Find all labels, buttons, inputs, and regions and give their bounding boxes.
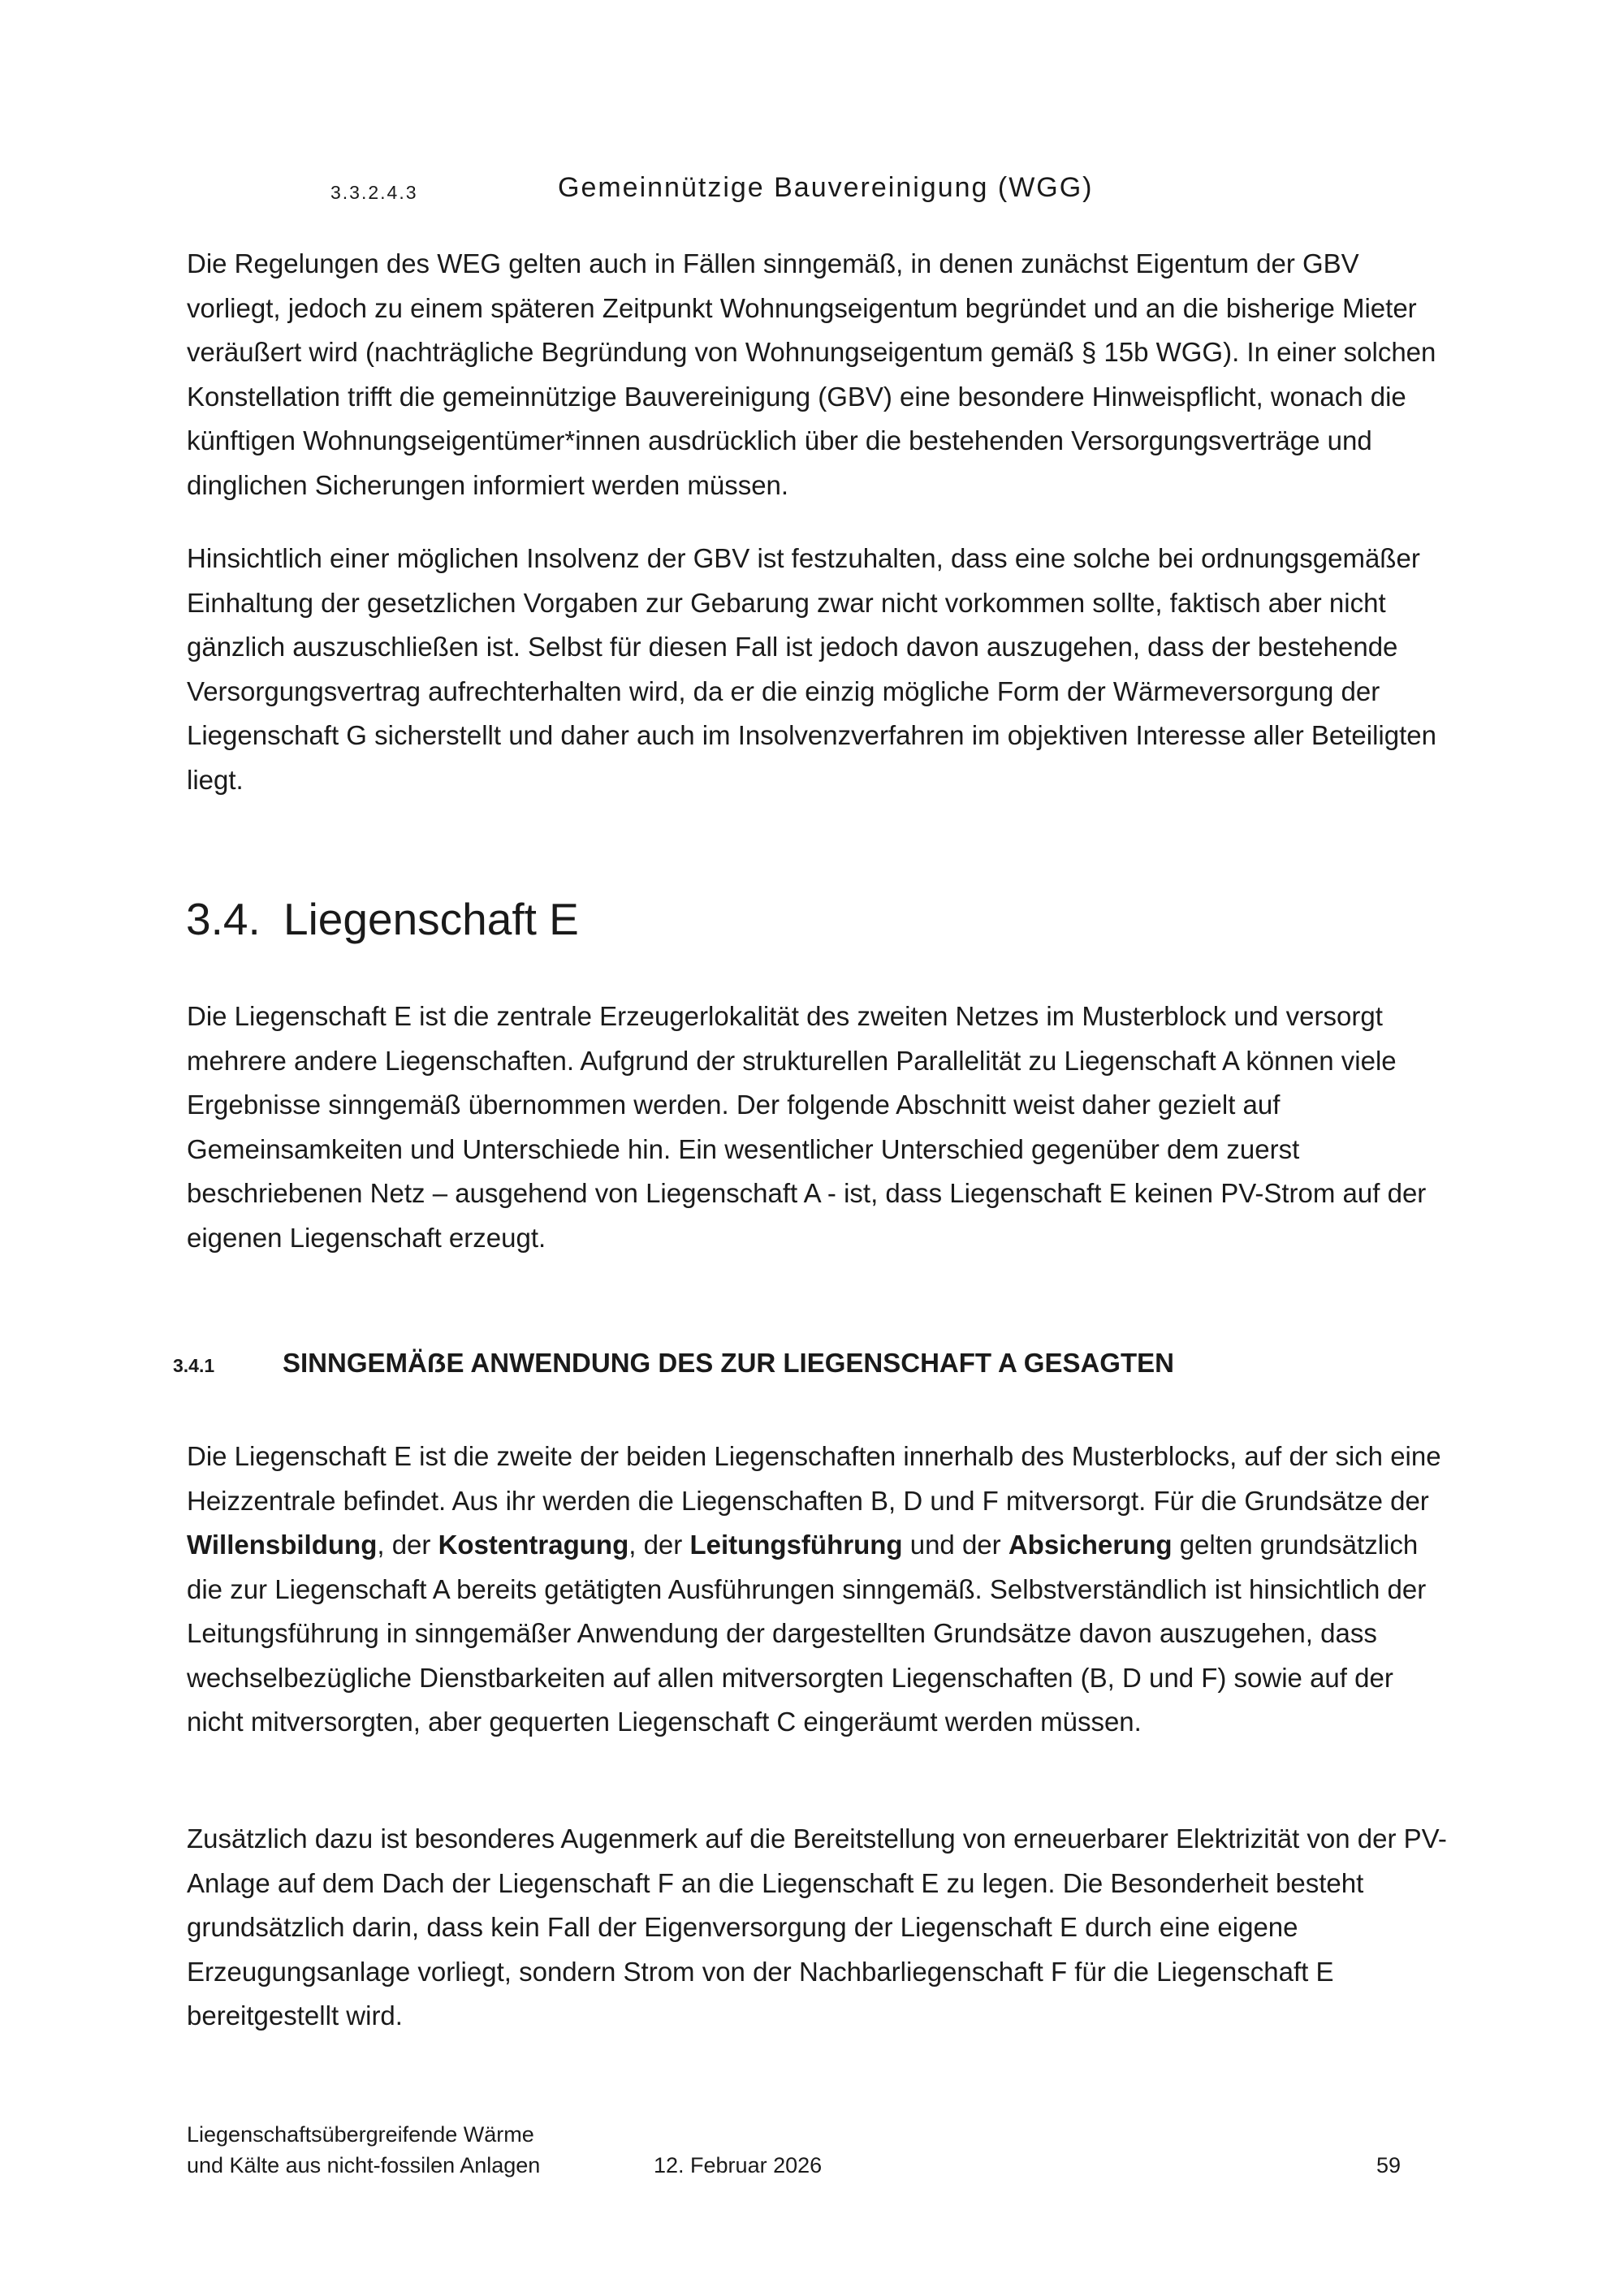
paragraph-pv-anlage: Zusätzlich dazu ist besonderes Augenmerk auf die Bereitstellung von erneuerbarer Elektrizität von der PV-Anlage auf dem Dach der Liegenschaft F an die Liegenschaft E zu legen. Die Besonderheit besteht grundsätzlich darin, dass kein Fall der Eigenversorgung der Liegenschaft E durch eine eigene Erzeugungsanlage vorliegt, sondern Strom von der Nachbarliegenschaft F für die Liegenschaft E bereitgestellt wird. bbox=[187, 1823, 1447, 2031]
subsection-heading-3-3-2-4-3 bbox=[330, 172, 1467, 213]
text-run: , der bbox=[377, 1530, 438, 1560]
bold-term-kostentragung: Kostentragung bbox=[438, 1530, 629, 1560]
text-run: gelten grundsätzlich die zur Liegenschaft A bereits getätigten Ausführungen sinngemäß. Selbstverständlich ist hinsichtlich der Leitungsführung in sinngemäßer Anwendung der dargestellten Grundsätze davon auszugehen, dass wechselbezügliche Dienstbarkeiten auf allen mitversorgten Liegenschaften (B, D und F) sowie auf der nicht mitversorgten, aber gequerten Liegenschaft C eingeräumt werden müssen. bbox=[187, 1530, 1427, 1737]
footer-date: 12. Februar 2026 bbox=[654, 2153, 823, 2177]
bold-term-absicherung: Absicherung bbox=[1008, 1530, 1173, 1560]
section-heading-3-4-1 bbox=[173, 1344, 1472, 1384]
paragraph-insolvenz: Hinsichtlich einer möglichen Insolvenz der GBV ist festzuhalten, dass eine solche bei ordnungsgemäßer Einhaltung der gesetzlichen Vorgaben zur Gebarung zwar nicht vorkommen sollte, faktisch aber nicht gänzlich auszuschließen ist. Selbst für diesen Fall ist jedoch davon auszugehen, dass der bestehende Versorgungsvertrag aufrechterhalten wird, da er die einzig mögliche Form der Wärmeversorgung der Liegenschaft G sicherstellt und daher auch im Insolvenzverfahren im objektiven Interesse aller Beteiligten liegt. bbox=[187, 543, 1436, 795]
section-heading-3-4 bbox=[186, 893, 579, 945]
footer-page-number: 59 bbox=[1376, 2153, 1402, 2177]
section-number: 3.4. bbox=[186, 894, 261, 944]
subsection-number: 3.3.2.4.3 bbox=[330, 182, 418, 203]
section-title: Liegenschaft E bbox=[283, 894, 579, 944]
text-run: und der bbox=[902, 1530, 1009, 1560]
subsection-title: Gemeinnützige Bauvereinigung (WGG) bbox=[558, 172, 1094, 203]
footer-document-title bbox=[187, 2119, 540, 2181]
bold-term-leitungsfuehrung: Leitungsführung bbox=[689, 1530, 903, 1560]
text-run: , der bbox=[628, 1530, 690, 1560]
paragraph-wgg-regelungen: Die Regelungen des WEG gelten auch in Fällen sinngemäß, in denen zunächst Eigentum der GBV vorliegt, jedoch zu einem späteren Zeitpunkt Wohnungseigentum begründet und an die bisherige Mieter veräußert wird (nachträgliche Begründung von Wohnungseigentum gemäß § 15b WGG). In einer solchen Konstellation trifft die gemeinnützige Bauvereinigung (GBV) eine besondere Hinweispflicht, wonach die künftigen Wohnungseigentümer*innen ausdrücklich über die bestehenden Versorgungsverträge und dinglichen Sicherungen informiert werden müssen. bbox=[187, 248, 1436, 500]
footer-title-line: Liegenschaftsübergreifende Wärme bbox=[187, 2122, 534, 2147]
paragraph-liegenschaft-e-intro: Die Liegenschaft E ist die zentrale Erzeugerlokalität des zweiten Netzes im Musterblock und versorgt mehrere andere Liegenschaften. Aufgrund der strukturellen Parallelität zu Liegenschaft A können viele Ergebnisse sinngemäß übernommen werden. Der folgende Abschnitt weist daher gezielt auf Gemeinsamkeiten und Unterschiede hin. Ein wesentlicher Unterschied gegenüber dem zuerst beschriebenen Netz – ausgehend von Liegenschaft A - ist, dass Liegenschaft E keinen PV-Strom auf der eigenen Liegenschaft erzeugt. bbox=[187, 1001, 1427, 1253]
section-title: SINNGEMÄẞE ANWENDUNG DES ZUR LIEGENSCHAFT A GESAGTEN bbox=[283, 1348, 1174, 1378]
paragraph-sinngemaesse-anwendung bbox=[187, 1435, 1453, 1745]
text-run: Die Liegenschaft E ist die zweite der beiden Liegenschaften innerhalb des Musterblocks, auf der sich eine Heizzentrale befindet. Aus ihr werden die Liegenschaften B, D und F mitversorgt. Für die Grundsätze der bbox=[187, 1441, 1441, 1516]
bold-term-willensbildung: Willensbildung bbox=[187, 1530, 378, 1560]
section-number: 3.4.1 bbox=[173, 1355, 215, 1376]
footer-title-line: und Kälte aus nicht-fossilen Anlagen bbox=[187, 2153, 541, 2177]
